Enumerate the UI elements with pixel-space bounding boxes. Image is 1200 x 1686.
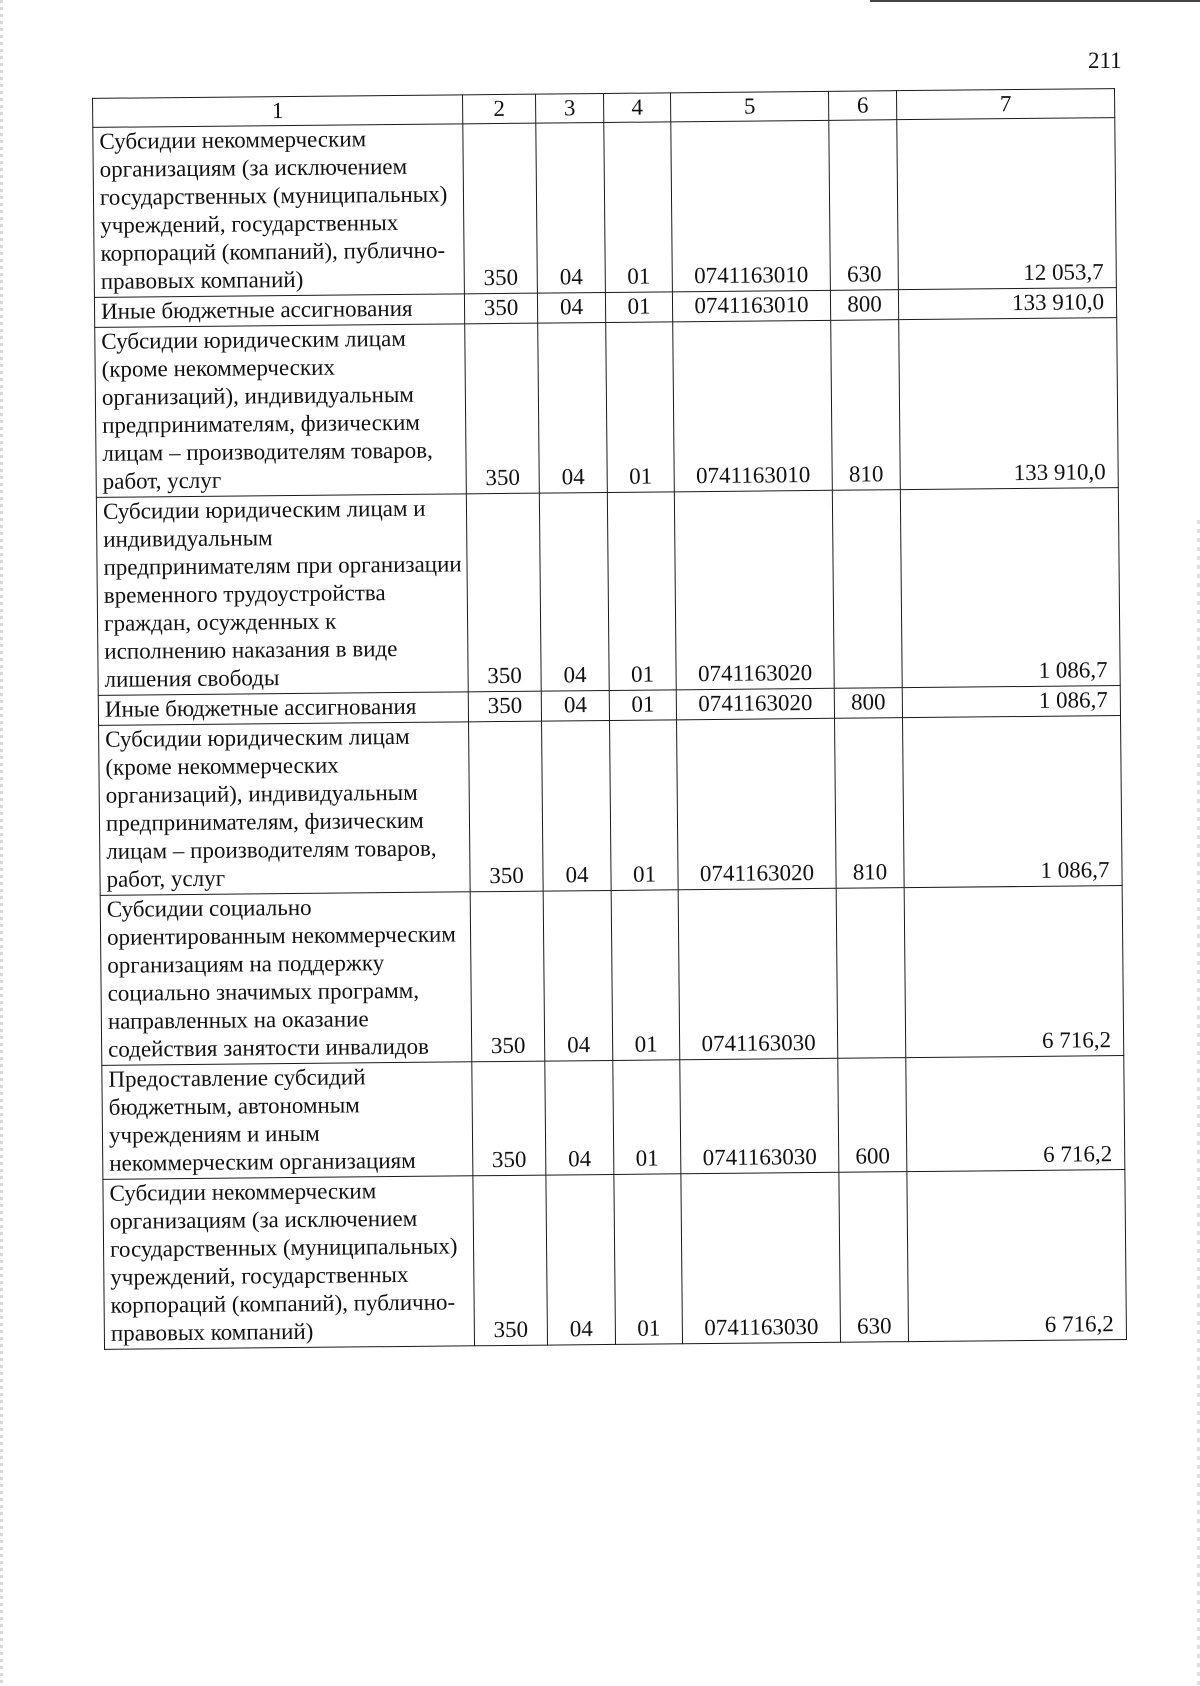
row-cell-5: 0741163030 (678, 888, 838, 1060)
row-cell-5: 0741163020 (676, 688, 834, 720)
row-amount-cell: 1 086,7 (903, 716, 1123, 888)
row-name-cell: Субсидии юридическим лицам (кроме некоммерческих организаций), индивидуальным предпринимателям, физическим лицам – производителям товаров, работ, услуг (95, 324, 467, 498)
row-name-cell: Субсидии некоммерческим организациям (за исключением государственных (муниципальных) учреждений, государственных корпораций (компаний), публично-правовых компаний) (103, 1176, 475, 1350)
row-amount-cell: 1 086,7 (902, 686, 1120, 718)
header-cell-2: 2 (463, 94, 536, 124)
row-cell-6 (832, 490, 902, 689)
row-amount-cell: 1 086,7 (900, 488, 1120, 688)
row-cell-6: 800 (830, 290, 898, 321)
row-cell-3: 04 (541, 690, 609, 721)
header-cell-6: 6 (828, 91, 896, 121)
row-cell-6: 600 (838, 1058, 907, 1173)
row-cell-6 (836, 888, 906, 1059)
row-cell-4: 01 (604, 122, 673, 293)
row-amount-cell: 133 910,0 (898, 288, 1116, 320)
row-cell-2: 350 (469, 721, 544, 892)
row-cell-2: 350 (473, 1175, 548, 1346)
table-row (102, 1056, 1125, 1180)
header-cell-4: 4 (604, 93, 671, 123)
row-cell-2: 350 (465, 323, 540, 494)
row-cell-5: 0741163010 (673, 320, 833, 492)
row-cell-3: 04 (542, 720, 612, 891)
row-cell-3: 04 (536, 122, 606, 293)
row-name-cell: Субсидии некоммерческим организациям (за исключением государственных (муниципальных) учреждений, государственных корпораций (компаний), публично-правовых компаний) (93, 124, 465, 298)
row-cell-5: 0741163030 (681, 1172, 841, 1344)
header-cell-3: 3 (536, 93, 604, 123)
row-cell-6: 630 (839, 1172, 909, 1343)
table-row (99, 716, 1123, 896)
row-cell-6: 630 (829, 120, 899, 291)
row-cell-2: 350 (463, 123, 538, 294)
row-cell-2: 350 (470, 891, 545, 1062)
table-row (93, 118, 1117, 298)
row-name-cell: Субсидии юридическим лицам и индивидуальным предпринимателям при организации временного трудоустройства граждан, осужденных к исполнению наказания в виде лишения свободы (96, 494, 468, 696)
row-cell-3: 04 (546, 1174, 616, 1345)
row-name-cell: Субсидии юридическим лицам (кроме некоммерческих организаций), индивидуальным предпринимателям, физическим лицам – производителям товаров, работ, услуг (99, 722, 471, 896)
row-cell-4: 01 (605, 292, 672, 323)
row-cell-2: 350 (464, 293, 537, 324)
row-cell-3: 04 (539, 492, 609, 691)
table-row (95, 318, 1119, 498)
row-cell-5: 0741163020 (677, 718, 837, 890)
table-row (100, 886, 1124, 1066)
row-cell-4: 01 (613, 1060, 681, 1175)
row-name-cell: Иные бюджетные ассигнования (94, 294, 464, 328)
row-cell-6: 810 (835, 718, 905, 889)
row-amount-cell: 6 716,2 (904, 886, 1124, 1058)
budget-table (92, 88, 1127, 1350)
row-cell-3: 04 (537, 292, 605, 323)
top-rule (870, 0, 1200, 2)
row-cell-4: 01 (611, 890, 680, 1061)
row-cell-4: 01 (606, 322, 675, 493)
row-cell-5: 0741163020 (674, 490, 834, 690)
row-cell-4: 01 (614, 1174, 683, 1345)
row-name-cell: Иные бюджетные ассигнования (98, 692, 468, 726)
row-cell-6: 800 (834, 688, 902, 719)
row-cell-6: 810 (831, 320, 901, 491)
row-cell-5: 0741163010 (672, 290, 830, 322)
row-amount-cell: 12 053,7 (897, 118, 1117, 290)
row-cell-3: 04 (538, 322, 608, 493)
row-cell-4: 01 (609, 690, 676, 721)
row-name-cell: Предоставление субсидий бюджетным, автономным учреждениям и иным некоммерческим организациям (102, 1062, 473, 1180)
row-cell-2: 350 (466, 493, 541, 692)
row-cell-4: 01 (610, 720, 679, 891)
row-amount-cell: 6 716,2 (907, 1170, 1127, 1342)
row-amount-cell: 6 716,2 (906, 1056, 1125, 1172)
row-cell-2: 350 (468, 691, 541, 722)
row-cell-3: 04 (545, 1060, 614, 1175)
page-number: 211 (1088, 48, 1122, 73)
scan-left-edge (0, 0, 3, 1686)
header-cell-1: 1 (93, 95, 463, 128)
row-amount-cell: 133 910,0 (899, 318, 1119, 490)
row-cell-3: 04 (543, 890, 613, 1061)
row-cell-4: 01 (607, 492, 676, 691)
row-cell-5: 0741163030 (680, 1058, 839, 1174)
header-cell-7: 7 (896, 89, 1114, 120)
header-cell-5: 5 (671, 91, 829, 122)
row-cell-5: 0741163010 (671, 120, 831, 292)
table-row (103, 1170, 1127, 1350)
table-row (96, 488, 1120, 696)
row-cell-2: 350 (472, 1061, 546, 1176)
row-name-cell: Субсидии социально ориентированным некоммерческим организациям на поддержку социально значимых программ, направленных на оказание содействия занятости инвалидов (100, 892, 472, 1066)
budget-table-wrapper (92, 88, 1126, 1350)
